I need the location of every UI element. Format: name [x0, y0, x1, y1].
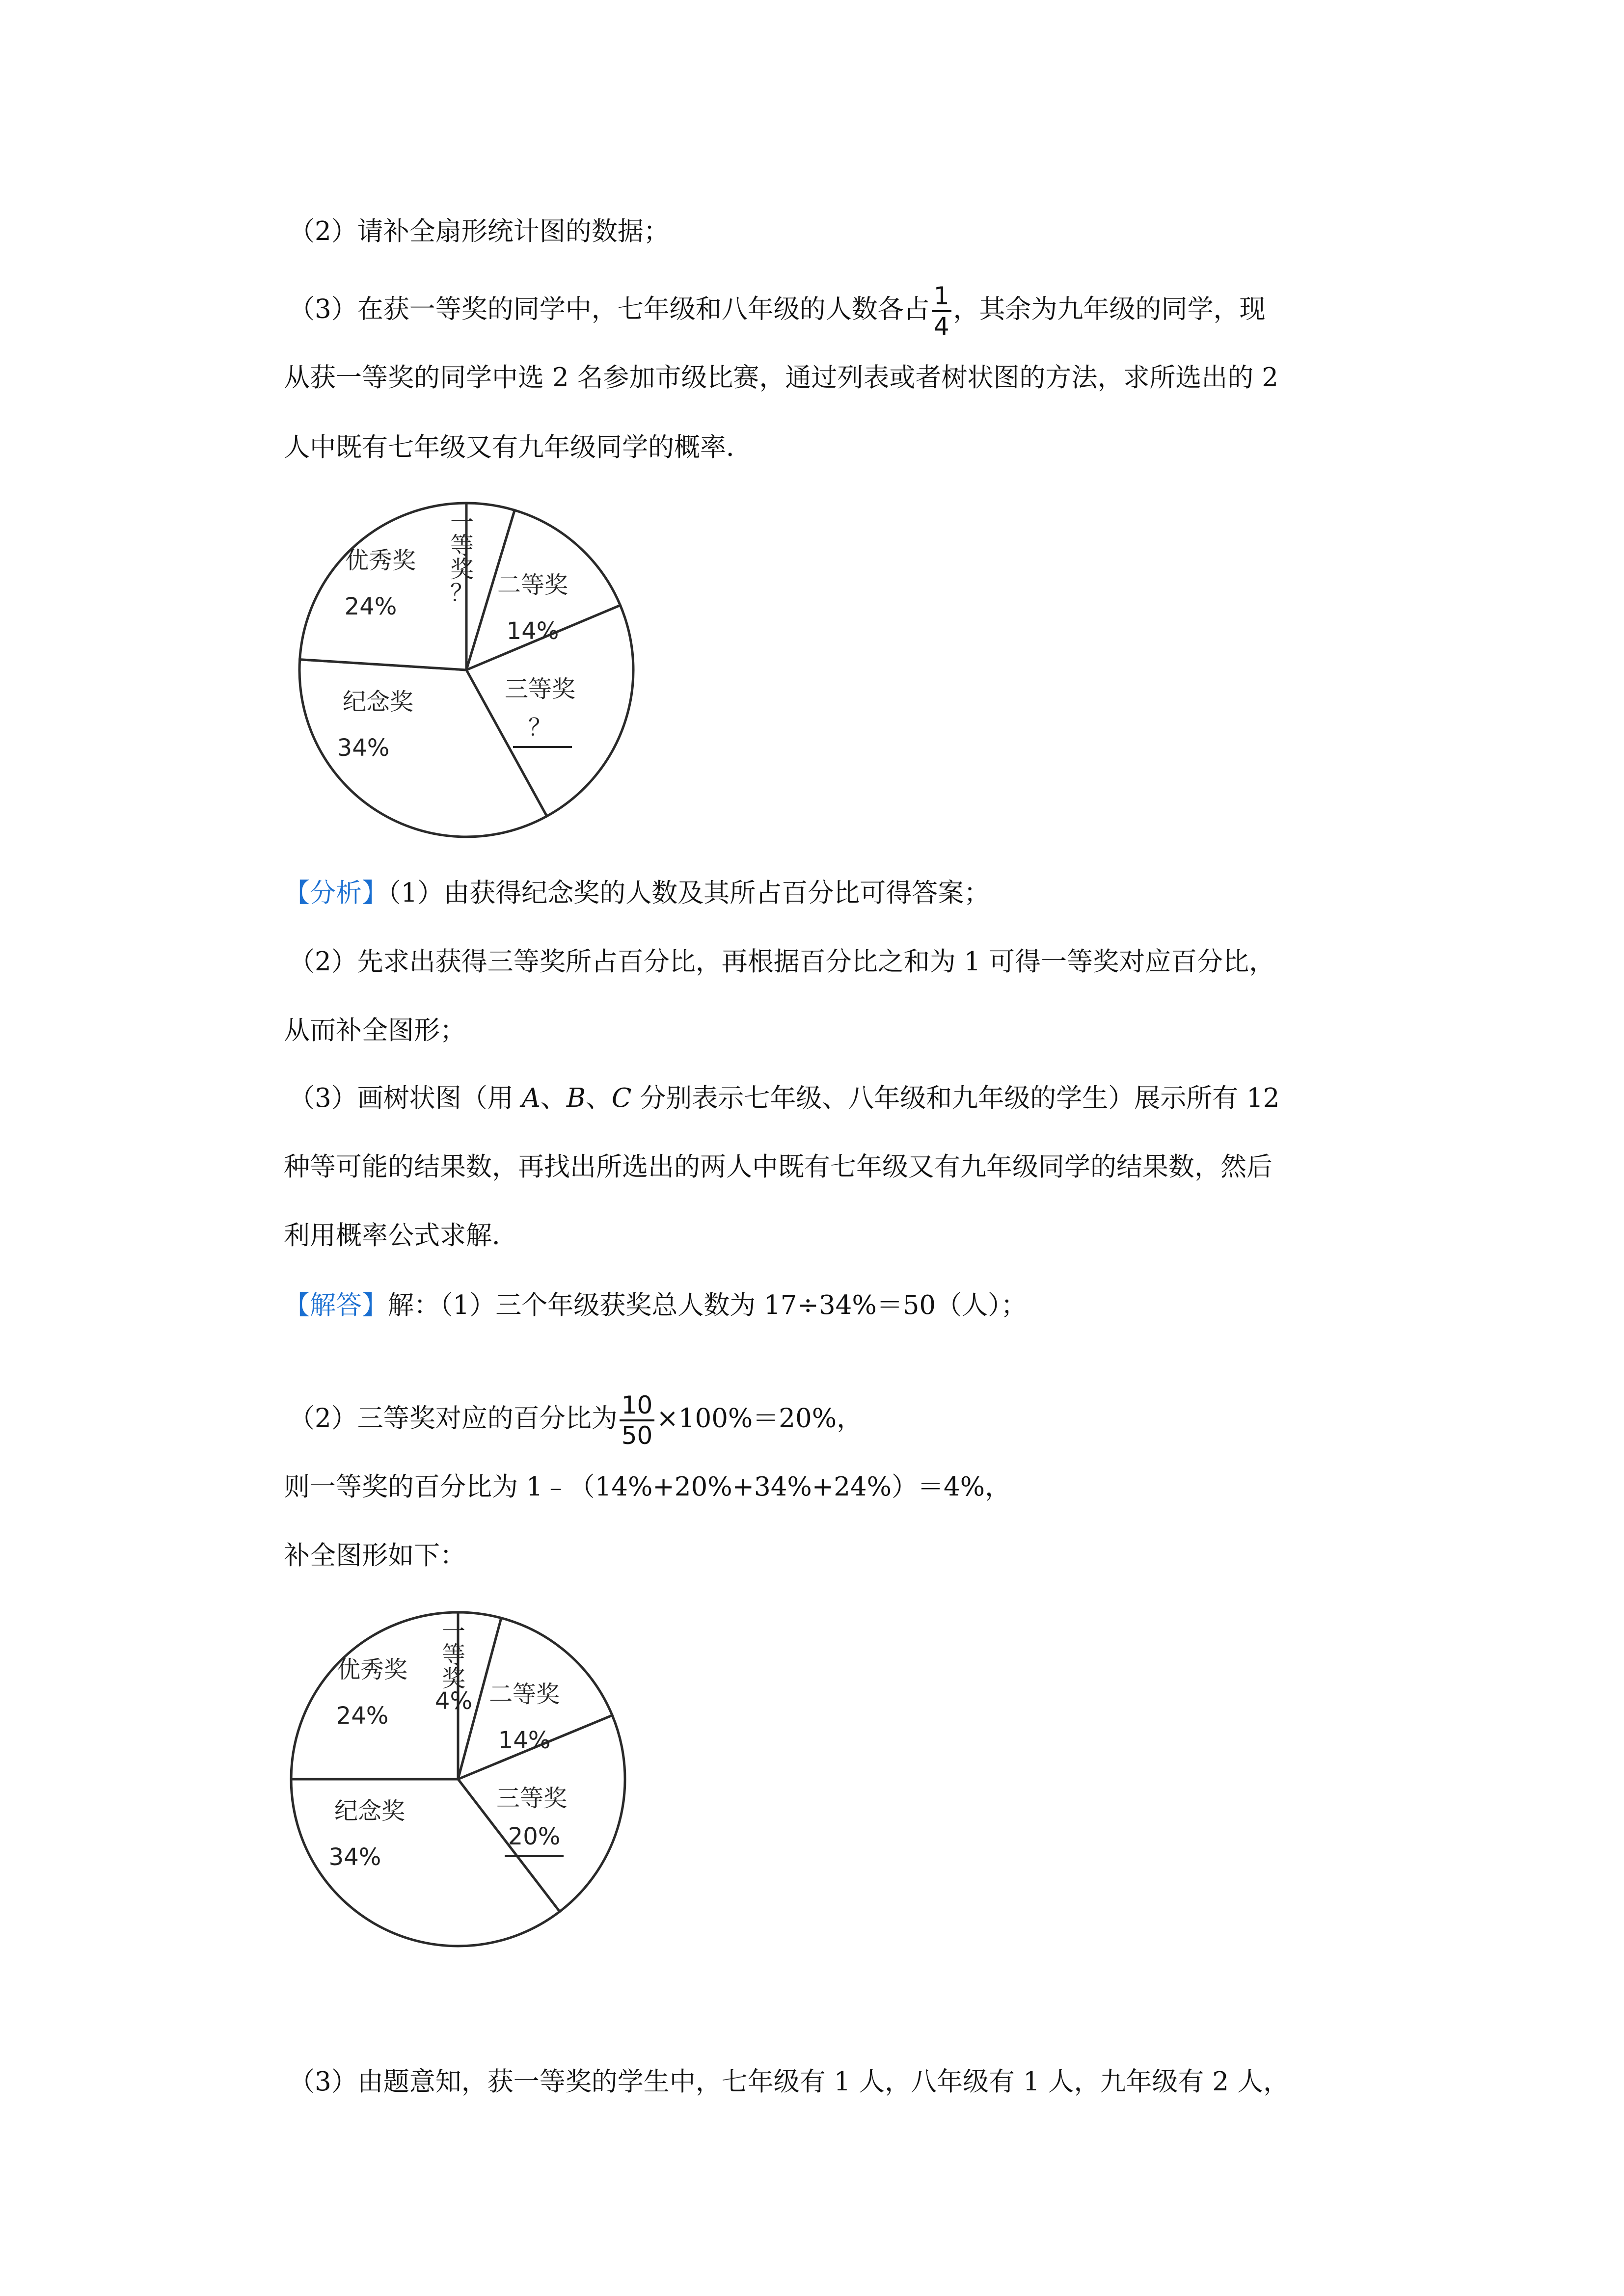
pie1-memorial-value: 34%: [337, 734, 390, 762]
fraction-ten-fiftieths: [620, 1393, 655, 1448]
analysis-line-1: [284, 878, 990, 909]
solution-line-1: [284, 1290, 1027, 1321]
pie2-third-label: 三等奖: [496, 1785, 568, 1812]
question-part-3-line-3: 人中既有七年级又有九年级同学的概率．: [284, 432, 752, 462]
pie1-second-label: 二等奖: [497, 571, 568, 599]
fraction-numerator: 10: [620, 1393, 655, 1421]
analysis-l4-b: 分别表示七年级、八年级和九年级的学生）展示所有 12: [631, 1083, 1280, 1113]
fraction-one-quarter: [932, 284, 951, 339]
solution-l2-b: ×100%＝20%，: [656, 1403, 863, 1434]
pie2-memorial-value: 34%: [328, 1843, 381, 1871]
pie2-excellent-label: 优秀奖: [336, 1656, 408, 1683]
solution-line-4: 补全图形如下：: [284, 1541, 466, 1571]
pie2-second-value: 14%: [498, 1727, 551, 1754]
pie1-excellent-label: 优秀奖: [345, 547, 416, 574]
question-part-3-line-2: 从获一等奖的同学中选 2 名参加市级比赛，通过列表或者树状图的方法，求所选出的 2: [284, 363, 1278, 393]
pie2-first-value: 4%: [434, 1687, 473, 1715]
analysis-l4-B: B: [566, 1083, 586, 1113]
analysis-line-2: （2）先求出获得三等奖所占百分比，再根据百分比之和为 1 可得一等奖对应百分比，: [289, 947, 1275, 977]
pie1-third-value: ？: [528, 714, 552, 741]
pie2-third-value: 20%: [508, 1823, 561, 1850]
pie2-second-label: 二等奖: [488, 1681, 560, 1708]
pie2-first-char-1: 一: [441, 1618, 466, 1645]
q3-text-b: ，其余为九年级的同学，现: [953, 294, 1266, 324]
analysis-line-5: 种等可能的结果数，再找出所选出的两人中既有七年级又有九年级同学的结果数，然后: [284, 1152, 1272, 1182]
analysis-text-1: （1）由获得纪念奖的人数及其所占百分比可得答案；: [388, 878, 990, 908]
analysis-tag: 【分析】: [284, 878, 388, 908]
pie2-excellent-value: 24%: [336, 1702, 389, 1730]
fraction-numerator: 1: [932, 284, 951, 312]
pie1-second-value: 14%: [506, 617, 559, 645]
solution-l2-a: （2）三等奖对应的百分比为: [289, 1403, 618, 1434]
fraction-denominator: 50: [621, 1421, 653, 1450]
q3-text-a: （3）在获一等奖的同学中，七年级和八年级的人数各占: [289, 294, 930, 324]
pie1-first-char-1: 一: [450, 508, 474, 536]
analysis-line-4: [289, 1083, 1280, 1114]
pie2-memorial-label: 纪念奖: [334, 1797, 406, 1825]
question-part-2: （2）请补全扇形统计图的数据；: [289, 216, 670, 246]
pie2-first-char-3: 奖: [441, 1665, 466, 1692]
analysis-line-3: 从而补全图形；: [284, 1015, 466, 1045]
solution-line-3: 则一等奖的百分比为 1﹣（14%+20%+34%+24%）＝4%，: [284, 1472, 1011, 1502]
pie-slice-5: [300, 503, 466, 670]
pie1-excellent-value: 24%: [344, 593, 397, 620]
question-part-3-line-1: [289, 284, 1266, 339]
pie-slice-5: [291, 1612, 458, 1779]
pie1-first-char-3: 奖: [450, 556, 474, 583]
analysis-line-6: 利用概率公式求解．: [284, 1221, 518, 1251]
solution-line-5: （3）由题意知，获一等奖的学生中，七年级有 1 人，八年级有 1 人，九年级有 2 人，: [289, 2067, 1289, 2097]
pie-chart-question: [292, 496, 641, 844]
analysis-l4-sep2: 、: [585, 1083, 612, 1113]
analysis-l4-a: （3）画树状图（用: [289, 1083, 522, 1113]
pie-chart-completed: [284, 1605, 632, 1953]
analysis-l4-C: C: [611, 1083, 632, 1113]
pie1-third-label: 三等奖: [504, 675, 576, 703]
pie1-first-char-2: 等: [450, 532, 474, 560]
pie1-first-value: ？: [450, 579, 474, 607]
analysis-l4-sep1: 、: [540, 1083, 567, 1113]
solution-line-2: [289, 1393, 863, 1448]
analysis-l4-A: A: [521, 1083, 541, 1113]
pie2-first-char-2: 等: [441, 1641, 466, 1669]
solution-tag: 【解答】: [284, 1290, 388, 1320]
solution-text-1: 解：（1）三个年级获奖总人数为 17÷34%＝50（人）；: [388, 1290, 1027, 1320]
fraction-denominator: 4: [933, 312, 949, 341]
pie1-memorial-label: 纪念奖: [342, 688, 414, 716]
